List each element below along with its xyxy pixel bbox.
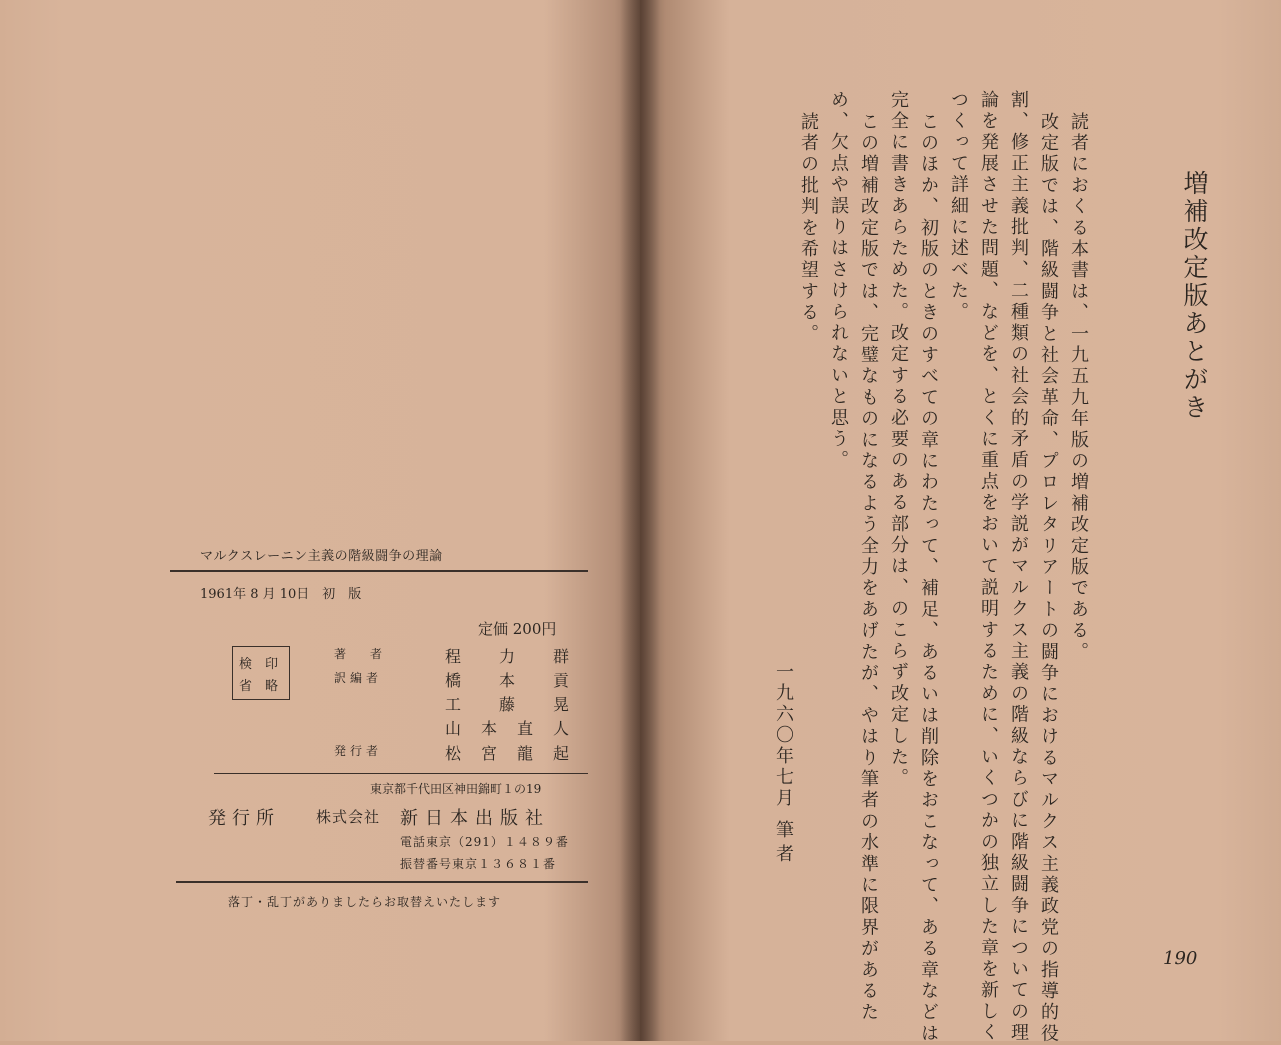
body-line: 完全に書きあらためた。改定する必要のある部分は、のこらず改定した。 <box>888 90 909 790</box>
page-number: 190 <box>1163 948 1198 969</box>
left-page <box>0 0 640 1041</box>
credit-name-translator-2: 工藤晃 <box>445 695 608 714</box>
credit-name-author: 程力群 <box>445 647 608 666</box>
credit-name-publisher: 松宮龍起 <box>445 744 590 763</box>
credit-name-translator-1: 橋本貢 <box>445 671 608 690</box>
body-line: つくって詳細に述べた。 <box>948 90 969 324</box>
publisher-transfer: 振替番号東京１３６８１番 <box>400 857 557 871</box>
body-line: このほか、初版のときのすべての章にわたって、補足、あるいは削除をおこなって、ある章などは <box>918 112 939 1045</box>
bottom-rule <box>176 881 588 883</box>
stamp-top: 検 印 <box>239 657 279 672</box>
stamp-bottom: 省 略 <box>239 679 279 694</box>
publisher-label: 発行所 <box>208 808 280 829</box>
top-rule <box>170 570 588 572</box>
body-line: め、欠点や誤りはさけられないと思う。 <box>828 90 849 472</box>
credit-role-translator: 訳編者 <box>334 671 383 685</box>
publisher-corp: 株式会社 <box>316 808 381 826</box>
credit-role-publisher: 発行者 <box>334 744 383 758</box>
price: 定価 200円 <box>478 620 557 638</box>
publisher-phone: 電話東京（291）１４８９番 <box>400 835 569 849</box>
book-gutter <box>620 0 660 1041</box>
publisher-address: 東京都千代田区神田錦町１の19 <box>370 782 542 796</box>
credit-name-translator-3: 山本直人 <box>445 719 590 738</box>
afterword-date: 一九六〇年七月 <box>773 662 794 809</box>
stamp-box <box>232 646 290 700</box>
book-title: マルクスレーニン主義の階級闘争の理論 <box>200 549 443 564</box>
body-line: 読者におくる本書は、一九五九年版の増補改定版である。 <box>1068 112 1089 664</box>
notice: 落丁・乱丁がありましたらお取替えいたします <box>228 895 502 909</box>
body-line: この増補改定版では、完璧なものになるよう全力をあげたが、やはり筆者の水準に限界があるた <box>858 112 879 1024</box>
body-line: 割、修正主義批判、二種類の社会的矛盾の学説がマルクス主義の階級ならびに階級闘争についての理 <box>1008 90 1029 1044</box>
afterword-heading: 増補改定版あとがき <box>1180 170 1209 422</box>
body-line: 改定版では、階級闘争と社会革命、プロレタリアートの闘争におけるマルクス主義政党の指導的役 <box>1038 112 1059 1045</box>
publisher-name: 新日本出版社 <box>400 808 550 829</box>
mid-rule <box>214 773 588 774</box>
body-line: 読者の批判を希望する。 <box>798 112 819 346</box>
afterword-signature: 筆者 <box>773 820 794 868</box>
edition-line: 1961年 8 月 10日 初 版 <box>200 587 362 602</box>
body-line: 論を発展させた問題、などを、とくに重点をおいて説明するために、いくつかの独立した章を新しく <box>978 90 999 1044</box>
credit-role-author: 著 者 <box>334 647 389 661</box>
